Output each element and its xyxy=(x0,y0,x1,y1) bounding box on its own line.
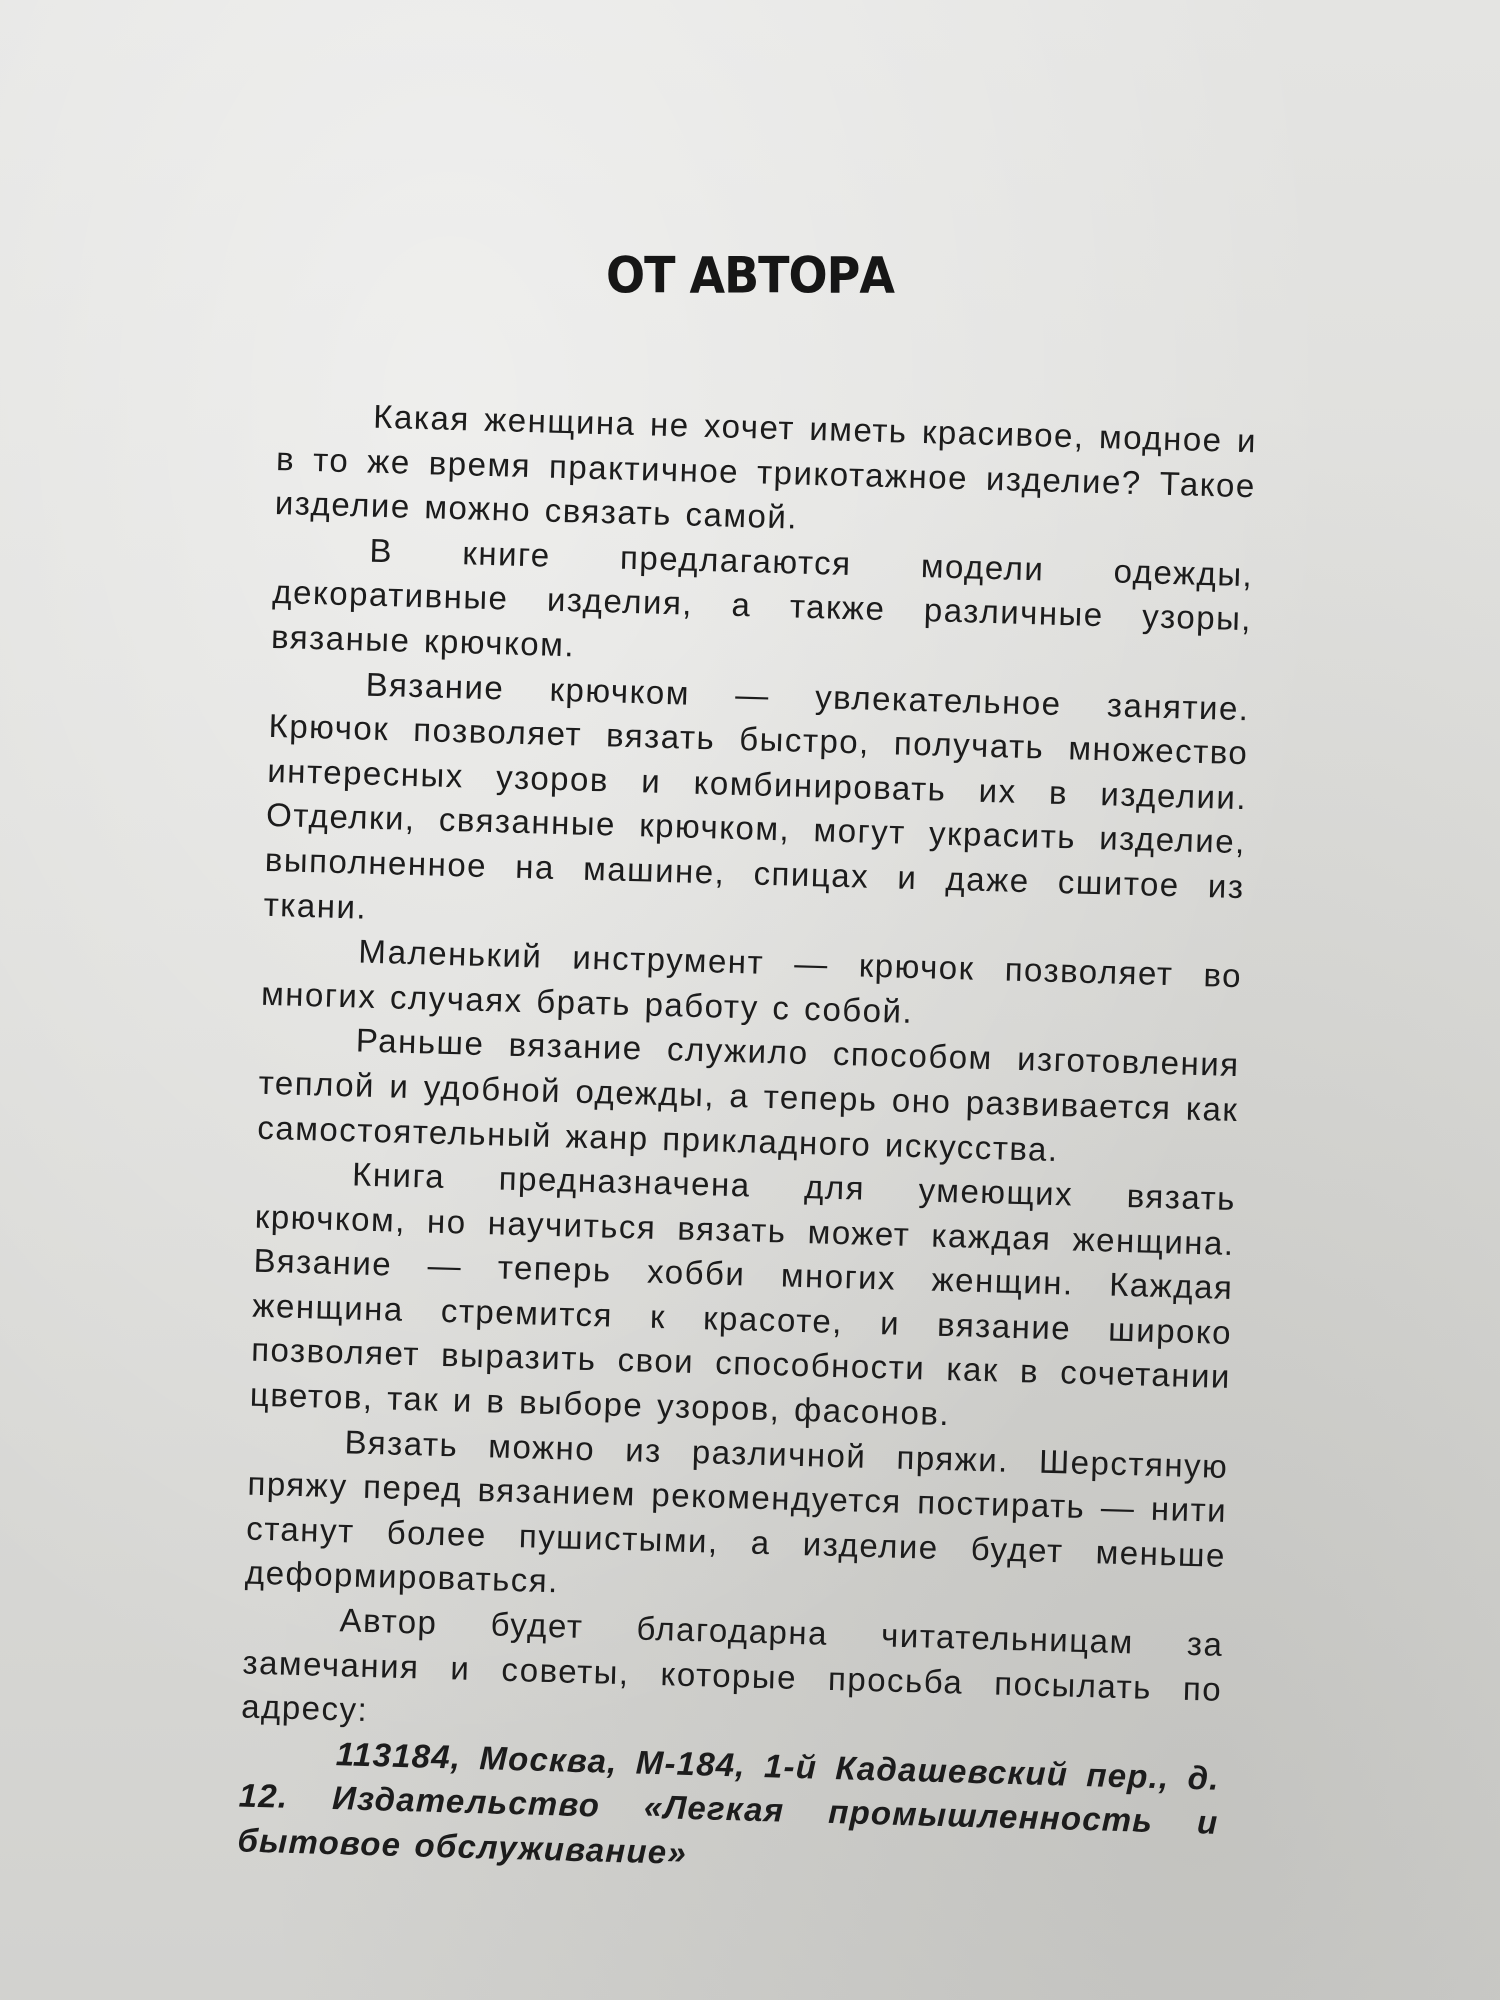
paragraph: Вязать можно из различной пряжи. Шерстяную пряжу перед вязанием рекомендуется постирать — нити станут более пушистыми, а изделие будет меньше деформироваться. xyxy=(244,1422,1229,1600)
paragraph: Маленький инструмент — крючок позволяет во многих случаях брать работу с собой. xyxy=(260,932,1243,1030)
body-text xyxy=(237,392,1258,1890)
page-title: ОТ АВТОРА xyxy=(606,245,894,305)
paragraph: В книге предлагаются модели одежды, декоративные изделия, а также различные узоры, вязаные крючком. xyxy=(270,531,1254,664)
paragraph: Раньше вязание служило способом изготовления теплой и удобной одежды, а теперь оно развивается как самостоятельный жанр прикладного искусства. xyxy=(256,1021,1241,1168)
paragraph: Книга предназначена для умеющих вязать крючком, но научиться вязать может каждая женщина. Вязание — теперь хобби многих женщин. Каждая женщина стремится к красоте, и вязание широко позволяет выразить свои способности как в сочетании цветов, так и в выборе узоров, фасонов. xyxy=(249,1155,1237,1433)
paragraph: Автор будет благодарна читательницам за замечания и советы, которые просьба посылать по адресу: xyxy=(240,1601,1224,1729)
paragraph: Вязание крючком — увлекательное занятие. Крючок позволяет вязать быстро, получать множество интересных узоров и комбинировать их в изделии. Отделки, связанные крючком, могут украсить изделие, выполненное на машине, спицах и даже сшитое из ткани. xyxy=(263,665,1251,926)
paragraph: Какая женщина не хочет иметь красивое, модное и в то же время практичное трикотажное изделие? Такое изделие можно связать самой. xyxy=(274,397,1258,536)
publisher-address: 113184, Москва, М-184, 1-й Кадашевский пер., д. 12. Издательство «Легкая промышленность и бытовое обслуживание» xyxy=(237,1734,1221,1871)
